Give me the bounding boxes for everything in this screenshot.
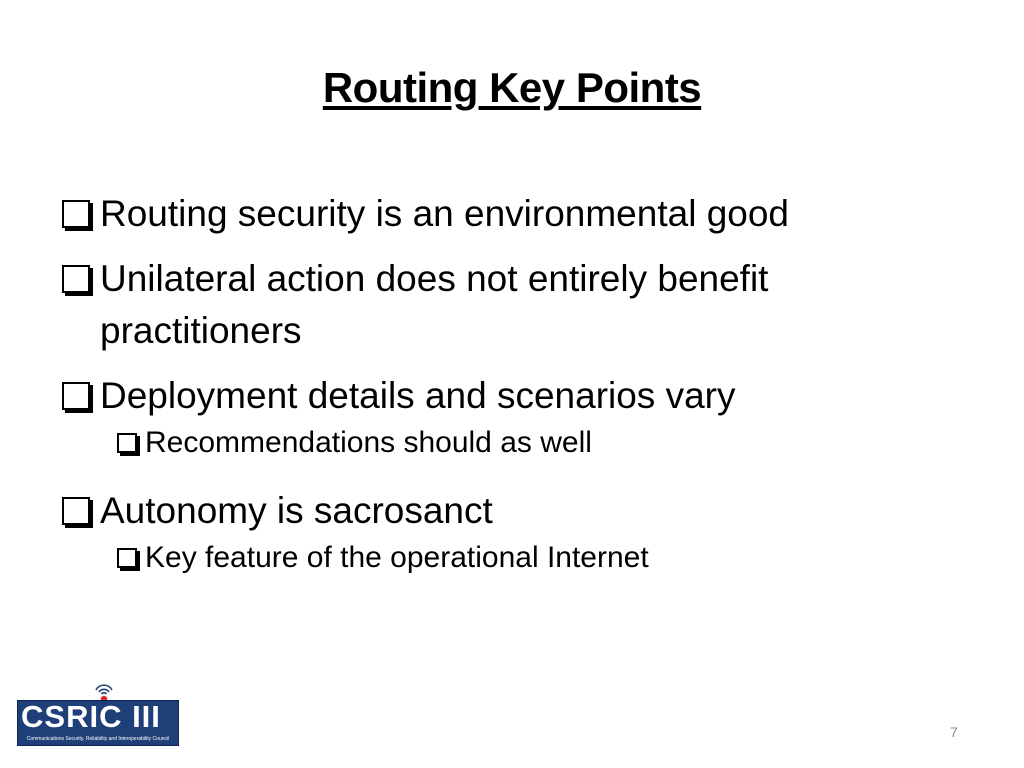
sub-bullet-text: Recommendations should as well: [145, 426, 592, 459]
checkbox-square-icon: [117, 548, 137, 568]
bullet-item: [62, 370, 962, 422]
logo-subtitle: Communications Security, Reliability and Interoperability Council: [26, 736, 170, 742]
sub-bullet-text: Key feature of the operational Internet: [145, 541, 649, 574]
checkbox-square-icon: [62, 200, 90, 228]
logo-wordmark: CSRIC III: [21, 699, 161, 734]
checkbox-square-icon: [62, 265, 90, 293]
checkbox-square-icon: [117, 433, 137, 453]
bullet-item: [62, 253, 962, 357]
bullet-text: Autonomy is sacrosanct: [100, 490, 493, 531]
bullet-item: [62, 485, 962, 537]
checkbox-square-icon: [62, 497, 90, 525]
bullet-list: [62, 188, 962, 600]
slide-title: Routing Key Points: [322, 64, 702, 111]
bullet-item: [62, 188, 962, 240]
bullet-text: Deployment details and scenarios vary: [100, 375, 736, 416]
bullet-text: Routing security is an environmental good: [100, 193, 789, 234]
page-number: 7: [950, 724, 958, 740]
bullet-text: Unilateral action does not entirely benefit practitioners: [100, 258, 769, 351]
sub-bullet-item: [117, 538, 962, 578]
checkbox-square-icon: [62, 382, 90, 410]
sub-bullet-item: [117, 423, 962, 463]
csric-logo: [17, 680, 179, 748]
